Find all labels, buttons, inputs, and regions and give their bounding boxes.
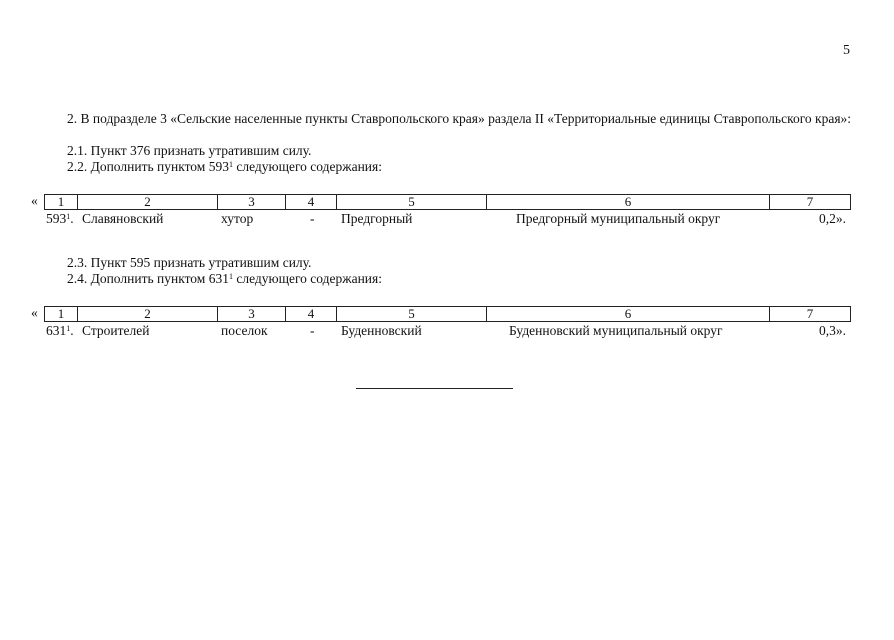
table1-header-row (44, 194, 851, 210)
table1-number: $593^1$. (46, 211, 74, 226)
table1-header-col-4: 4 (286, 195, 337, 209)
table2-header-col-4: 4 (286, 307, 337, 321)
table1-header-col-3: 3 (218, 195, 286, 209)
table2-header-col-6: 6 (487, 307, 770, 321)
table2-district: Буденновский (341, 323, 422, 338)
closing-rule (356, 388, 513, 389)
table2-okrug: Буденновский муниципальный округ (509, 323, 723, 338)
table1-header-col-2: 2 (78, 195, 218, 209)
table2-name: Строителей (82, 323, 150, 338)
table1-data-row (0, 211, 894, 227)
paragraph-2: 2. В подразделе 3 «Сельские населенные пункты Ставропольского края» раздела II «Территориальные единицы Ставропольского края»: (67, 111, 852, 126)
table2-header-col-5: 5 (337, 307, 487, 321)
item-2-2: 2.2. Дополнить пунктом $593^1$ следующего содержания: (67, 159, 382, 174)
page-number: 5 (843, 43, 850, 58)
item-2-3: 2.3. Пункт 595 признать утратившим силу. (67, 255, 312, 270)
table2-dash: - (310, 323, 315, 338)
table1-dash: - (310, 211, 315, 226)
table2-value: 0,3». (819, 323, 846, 338)
table1-header-col-5: 5 (337, 195, 487, 209)
table2-header-row (44, 306, 851, 322)
quote-open-2: « (31, 305, 38, 320)
table1-header-col-6: 6 (487, 195, 770, 209)
table2-header-col-1: 1 (45, 307, 78, 321)
table2-header-col-2: 2 (78, 307, 218, 321)
table2-header-col-7: 7 (806, 306, 814, 321)
table1-header-col-1: 1 (45, 195, 78, 209)
table1-type: хутор (221, 211, 254, 226)
table2-type: поселок (221, 323, 268, 338)
table1-header-col-7: 7 (806, 194, 814, 209)
quote-open-1: « (31, 193, 38, 208)
item-2-1: 2.1. Пункт 376 признать утратившим силу. (67, 143, 312, 158)
table1-okrug: Предгорный муниципальный округ (516, 211, 721, 226)
item-2-4: 2.4. Дополнить пунктом $631^1$ следующего содержания: (67, 271, 382, 286)
table2-data-row (0, 323, 894, 339)
table1-district: Предгорный (341, 211, 413, 226)
table2-number: $631^1$. (46, 323, 74, 338)
table1-value: 0,2». (819, 211, 846, 226)
table1-name: Славяновский (82, 211, 164, 226)
table2-header-col-3: 3 (218, 307, 286, 321)
